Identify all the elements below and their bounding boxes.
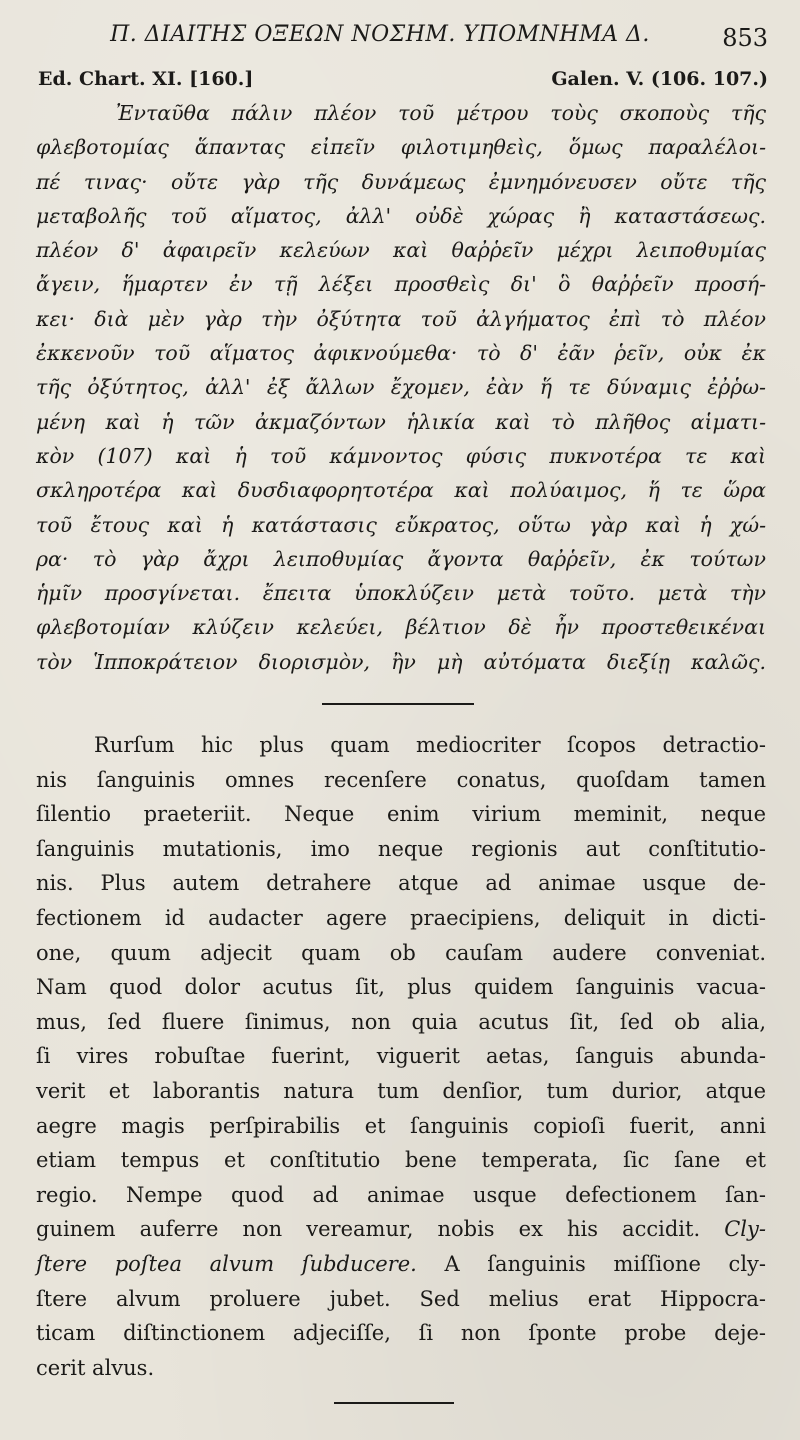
- latin-text: A ſanguinis miſſione cly-: [444, 1251, 766, 1276]
- latin-line: etiam tempus et conſtitutio bene temperata, ſic ſane et: [36, 1148, 766, 1173]
- greek-text-block: [36, 96, 766, 679]
- edition-right: Galen. V. (106. 107.): [551, 68, 768, 90]
- edition-reference-line: [38, 68, 768, 90]
- latin-line: regio. Nempe quod ad animae usque defectionem ſan-: [36, 1182, 766, 1207]
- latin-line: [36, 1212, 766, 1247]
- latin-line: cerit alvus.: [36, 1355, 155, 1380]
- latin-line: fectionem id audacter agere praecipiens, deliquit in dicti-: [36, 905, 766, 930]
- latin-line: Rurſum hic plus quam mediocriter ſcopos detractio-: [94, 733, 766, 757]
- latin-line: one, quum adjecit quam ob cauſam audere conveniat.: [36, 940, 766, 965]
- running-title: Π. ΔΙΑΙΤΗΣ ΟΞΕΩΝ ΝΟΣΗΜ. ΥΠΟΜΝΗΜΑ Δ.: [110, 22, 650, 47]
- greek-line: Ἐνταῦθα πάλιν πλέον τοῦ μέτρου τοὺς σκοποὺς τῆς: [116, 101, 766, 125]
- page-number: 853: [722, 24, 768, 52]
- latin-line: ſanguinis mutationis, imo neque regionis aut conſtitutio-: [36, 836, 766, 861]
- greek-line: φλεβοτομίας ἅπαντας εἰπεῖν φιλοτιμηθεὶς, ὅμως παραλέλοι-: [36, 135, 766, 160]
- edition-left: Ed. Chart. XI. [160.]: [38, 68, 254, 90]
- latin-line: aegre magis perſpirabilis et ſanguinis copioſi fuerit, anni: [36, 1113, 766, 1138]
- latin-line: ſi vires robuſtae fuerint, viguerit aetas, ſanguis abunda-: [36, 1044, 766, 1069]
- greek-line: ρα· τὸ γὰρ ἄχρι λειποθυμίας ἄγοντα θαῤῥεῖν, ἐκ τούτων: [36, 546, 766, 571]
- latin-line: ticam diſtinctionem adjeciſſe, ſi non ſponte probe deje-: [36, 1321, 766, 1346]
- greek-line: σκληροτέρα καὶ δυσδιαφορητοτέρα καὶ πολύαιμος, ἥ τε ὥρα: [36, 478, 766, 503]
- greek-line: πλέον δ' ἀφαιρεῖν κελεύων καὶ θαῤῥεῖν μέχρι λειποθυμίας: [36, 238, 766, 263]
- greek-line: ἄγειν, ἥμαρτεν ἐν τῇ λέξει προσθεὶς δι' ὃ θαῤῥεῖν προσή-: [36, 272, 766, 297]
- latin-italic-text: ſtere poſtea alvum ſubducere.: [36, 1251, 417, 1276]
- greek-line: τῆς ὀξύτητος, ἀλλ' ἐξ ἄλλων ἔχομεν, ἐὰν ἥ τε δύναμις ἐῤῥω-: [36, 375, 766, 400]
- greek-line: μεταβολῆς τοῦ αἵματος, ἀλλ' οὐδὲ χώρας ἢ καταστάσεως.: [36, 203, 766, 228]
- latin-text-block: [36, 728, 766, 1385]
- end-divider: [334, 1402, 454, 1404]
- greek-line: φλεβοτομίαν κλύζειν κελεύει, βέλτιον δὲ ἦν προστεθεικέναι: [36, 615, 766, 640]
- latin-italic-text: Cly-: [724, 1217, 766, 1242]
- latin-line: Nam quod dolor acutus ſit, plus quidem ſanguinis vacua-: [36, 975, 766, 1000]
- latin-line: nis. Plus autem detrahere atque ad animae usque de-: [36, 871, 766, 896]
- greek-line: κει· διὰ μὲν γὰρ τὴν ὀξύτητα τοῦ ἀλγήματος ἐπὶ τὸ πλέον: [36, 306, 766, 331]
- greek-line: τὸν Ἱπποκράτειον διορισμὸν, ἢν μὴ αὐτόματα διεξίῃ καλῶς.: [36, 649, 766, 674]
- latin-line: ſtere alvum proluere jubet. Sed melius erat Hippocra-: [36, 1286, 766, 1311]
- section-divider: [322, 703, 474, 705]
- latin-text: guinem auferre non vereamur, nobis ex his accidit.: [36, 1217, 701, 1242]
- greek-line: τοῦ ἔτους καὶ ἡ κατάστασις εὔκρατος, οὕτω γὰρ καὶ ἡ χώ-: [36, 512, 766, 537]
- latin-line: nis ſanguinis omnes recenſere conatus, quoſdam tamen: [36, 767, 766, 792]
- latin-line: ſilentio praeteriit. Neque enim virium meminit, neque: [36, 802, 766, 827]
- latin-line: [36, 1247, 766, 1282]
- greek-line: κὸν (107) καὶ ἡ τοῦ κάμνοντος φύσις πυκνοτέρα τε καὶ: [36, 443, 766, 468]
- latin-line: verit et laborantis natura tum denſior, tum durior, atque: [36, 1078, 766, 1103]
- greek-line: μένη καὶ ἡ τῶν ἀκμαζόντων ἡλικία καὶ τὸ πλῆθος αἱματι-: [36, 409, 766, 434]
- latin-line: mus, ſed fluere ſinimus, non quia acutus ſit, ſed ob alia,: [36, 1009, 766, 1034]
- greek-line: πέ τινας· οὔτε γὰρ τῆς δυνάμεως ἐμνημόνευσεν οὔτε τῆς: [36, 169, 766, 194]
- greek-line: ἐκκενοῦν τοῦ αἵματος ἀφικνούμεθα· τὸ δ' ἐᾶν ῥεῖν, οὐκ ἐκ: [36, 341, 766, 366]
- greek-line: ἡμῖν προσγίνεται. ἔπειτα ὑποκλύζειν μετὰ τοῦτο. μετὰ τὴν: [36, 581, 766, 606]
